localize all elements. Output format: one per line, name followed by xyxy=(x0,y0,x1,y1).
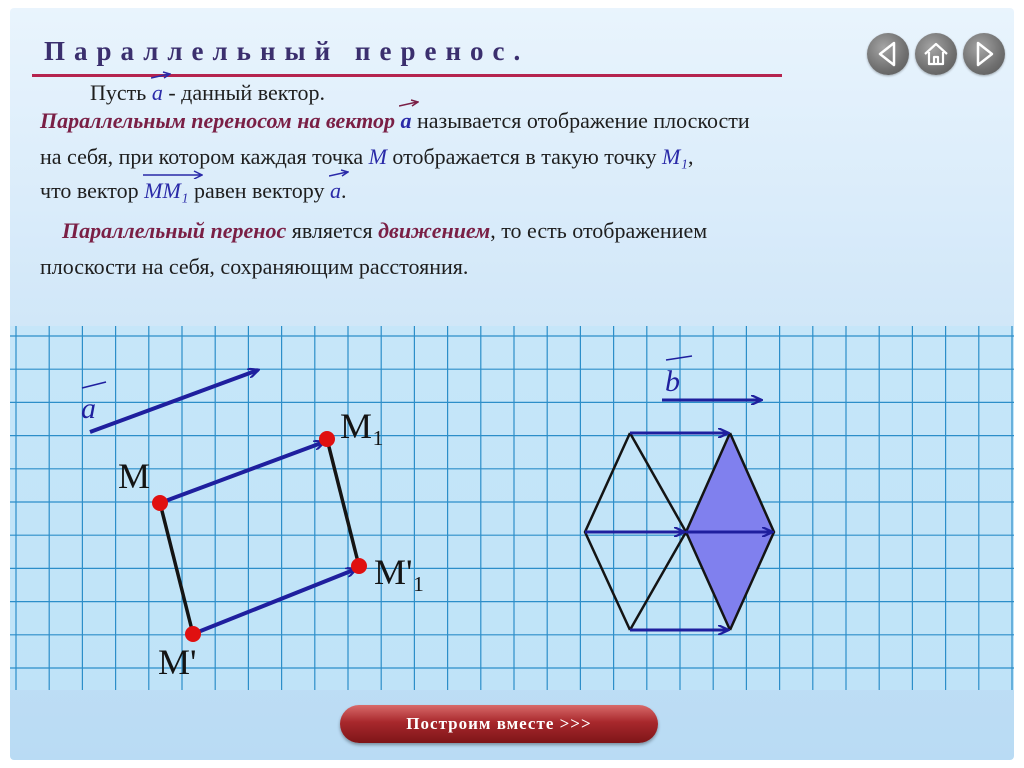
vector-a xyxy=(330,178,341,204)
label-vector-a: a xyxy=(81,392,96,425)
slide xyxy=(10,8,1014,760)
title-underline xyxy=(32,74,782,77)
point-m1 xyxy=(319,431,335,447)
arrow-left-icon xyxy=(867,33,909,75)
text-line-4 xyxy=(40,178,346,204)
text-segment: , то есть отображением xyxy=(490,218,708,243)
label-vector-b-arrow xyxy=(666,356,692,360)
text-segment: . xyxy=(340,178,347,203)
point-label: M xyxy=(368,144,387,169)
text-segment: равен вектору xyxy=(188,178,330,203)
point-mprime xyxy=(185,626,201,642)
vector-a-label: a xyxy=(329,178,341,203)
vector-a-label: a xyxy=(400,108,412,133)
label-mprime1: M'₁ xyxy=(374,552,426,592)
text-segment: Пусть xyxy=(90,80,152,105)
definition-term: Параллельным переносом на вектор xyxy=(40,108,401,133)
grid-figure xyxy=(10,326,1014,690)
vector-arrow-icon xyxy=(329,169,349,179)
definition-term: движением xyxy=(378,218,491,243)
vector-m-m1 xyxy=(160,442,324,503)
label-vector-b: b xyxy=(665,365,680,398)
vector-a xyxy=(400,108,411,134)
text-segment: на себя, при котором каждая точка xyxy=(40,144,369,169)
text-line-1 xyxy=(90,80,325,106)
vector-mm1-label: MM₁ xyxy=(144,178,189,203)
text-line-2 xyxy=(40,108,750,134)
text-line-5 xyxy=(62,218,707,244)
label-mprime: M' xyxy=(158,642,197,682)
vector-arrow-icon xyxy=(151,71,171,81)
label-vector-a-arrow xyxy=(82,382,106,388)
vector-a-label: a xyxy=(151,80,163,105)
text-segment: называется отображение плоскости xyxy=(411,108,750,133)
text-segment: что вектор xyxy=(40,178,145,203)
point-label: M₁ xyxy=(661,144,688,169)
text-segment: - данный вектор. xyxy=(162,80,325,105)
text-segment: является xyxy=(286,218,379,243)
home-button[interactable] xyxy=(915,33,957,75)
text-line-3 xyxy=(40,144,693,170)
arrow-right-icon xyxy=(963,33,1005,75)
home-icon xyxy=(915,33,957,75)
page-title: Параллельный перенос. xyxy=(44,36,530,66)
label-m: M xyxy=(118,456,151,496)
vector-mm1 xyxy=(144,178,188,204)
label-m1: M₁ xyxy=(340,406,385,446)
build-together-button[interactable]: Построим вместе >>> xyxy=(340,705,658,743)
text-segment: плоскости на себя, сохраняющим расстояния. xyxy=(40,254,469,279)
text-segment: , xyxy=(687,144,694,169)
point-m xyxy=(152,495,168,511)
back-button[interactable] xyxy=(867,33,909,75)
text-line-6 xyxy=(40,254,468,280)
forward-button[interactable] xyxy=(963,33,1005,75)
vector-arrow-icon xyxy=(399,99,419,109)
point-mprime1 xyxy=(351,558,367,574)
figure-canvas xyxy=(10,326,1014,690)
vector-arrow-icon xyxy=(143,169,203,179)
text-segment: отображается в такую точку xyxy=(386,144,662,169)
vector-a xyxy=(152,80,163,106)
definition-term: Параллельный перенос xyxy=(62,218,287,243)
